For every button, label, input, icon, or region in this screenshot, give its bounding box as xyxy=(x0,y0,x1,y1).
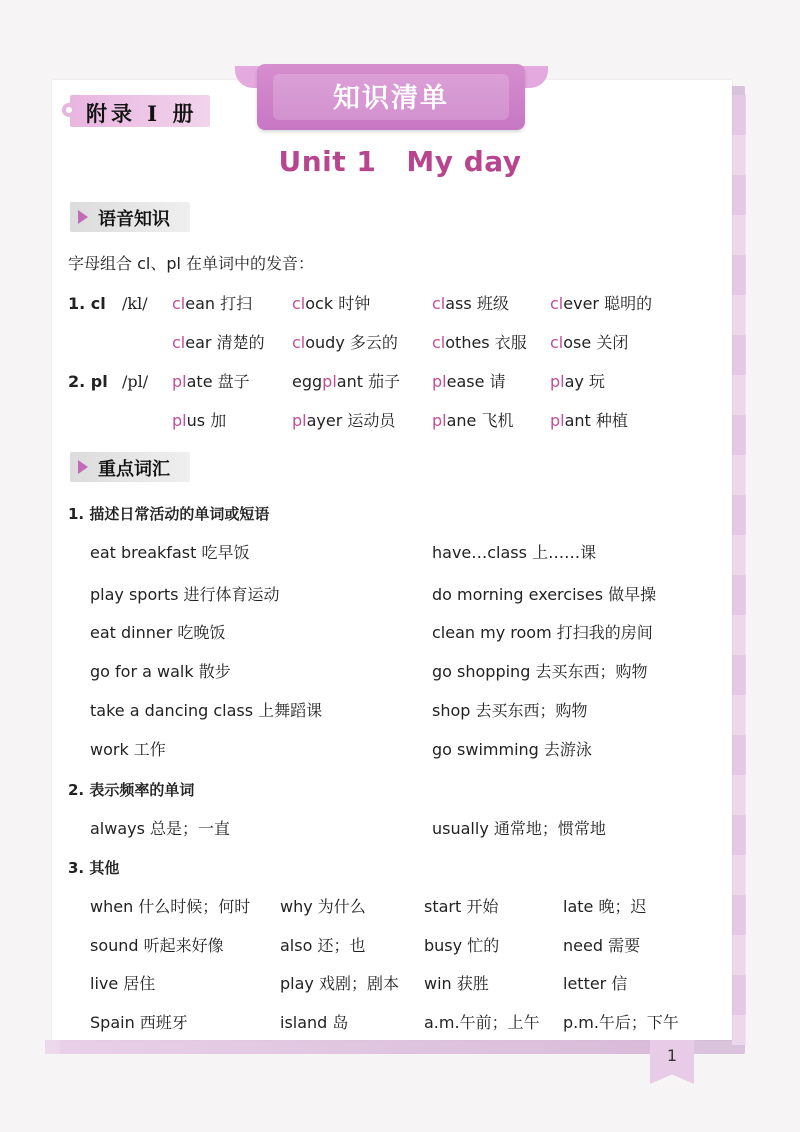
vocab-item: why 为什么 xyxy=(280,897,366,916)
vocab-item: clean my room 打扫我的房间 xyxy=(432,623,653,642)
vocab-item: need 需要 xyxy=(563,936,641,955)
phonics-word: clever 聪明的 xyxy=(550,294,653,313)
vocab-item: have…class 上……课 xyxy=(432,543,597,562)
vocab-item: go for a walk 散步 xyxy=(90,662,231,681)
vocab-item: play sports 进行体育运动 xyxy=(90,585,280,604)
play-arrow-icon xyxy=(78,210,88,224)
phonics-word: player 运动员 xyxy=(292,411,396,430)
phonics-word: plane 飞机 xyxy=(432,411,514,430)
vocab-item: go swimming 去游泳 xyxy=(432,740,592,759)
vocab-item: take a dancing class 上舞蹈课 xyxy=(90,701,323,720)
appendix-dot-icon xyxy=(62,103,76,117)
subsection-title: 2. 表示频率的单词 xyxy=(68,781,195,799)
vocab-item: work 工作 xyxy=(90,740,166,759)
vocab-item: island 岛 xyxy=(280,1013,349,1032)
unit-name: My day xyxy=(406,145,522,178)
phonics-word: clock 时钟 xyxy=(292,294,371,313)
phonics-intro: 字母组合 cl、pl 在单词中的发音： xyxy=(68,254,315,273)
vocab-item: when 什么时候；何时 xyxy=(90,897,251,916)
vocab-item: shop 去买东西；购物 xyxy=(432,701,588,720)
vocab-item: eat dinner 吃晚饭 xyxy=(90,623,226,642)
page-number: 1 xyxy=(666,1046,678,1065)
vocab-item: play 戏剧；剧本 xyxy=(280,974,399,993)
phonics-word: play 玩 xyxy=(550,372,605,391)
vocab-item: eat breakfast 吃早饭 xyxy=(90,543,250,562)
vocab-item: a.m.午前；上午 xyxy=(424,1013,540,1032)
phonics-word: clear 清楚的 xyxy=(172,333,265,352)
banner-title: 知识清单 xyxy=(333,83,449,114)
phonetic-symbol: /pl/ xyxy=(122,372,149,391)
section-title-phonics: 语音知识 xyxy=(98,209,170,230)
bottom-edge-stripe xyxy=(45,1040,675,1054)
subsection-title: 3. 其他 xyxy=(68,859,120,877)
vocab-item: busy 忙的 xyxy=(424,936,500,955)
vocab-item: start 开始 xyxy=(424,897,499,916)
phonics-word: plant 种植 xyxy=(550,411,628,430)
vocab-item: p.m.午后；下午 xyxy=(563,1013,679,1032)
vocab-item: sound 听起来好像 xyxy=(90,936,224,955)
appendix-label: 附录 I 册 xyxy=(86,101,198,126)
vocab-item: late 晚；迟 xyxy=(563,897,647,916)
group-number: 2. pl xyxy=(68,372,108,391)
vocab-item: also 还；也 xyxy=(280,936,366,955)
phonics-word: clothes 衣服 xyxy=(432,333,527,352)
vocab-item: go shopping 去买东西；购物 xyxy=(432,662,648,681)
play-arrow-icon xyxy=(78,460,88,474)
phonics-word: plate 盘子 xyxy=(172,372,250,391)
vocab-item: Spain 西班牙 xyxy=(90,1013,188,1032)
phonics-word: cloudy 多云的 xyxy=(292,333,398,352)
phonics-word: please 请 xyxy=(432,372,506,391)
vocab-item: letter 信 xyxy=(563,974,628,993)
unit-label: Unit 1 xyxy=(278,145,377,178)
phonics-word: clean 打扫 xyxy=(172,294,253,313)
group-number: 1. cl xyxy=(68,294,106,313)
phonics-word: class 班级 xyxy=(432,294,509,313)
vocab-item: do morning exercises 做早操 xyxy=(432,585,657,604)
phonics-word: plus 加 xyxy=(172,411,227,430)
vocab-item: usually 通常地；惯常地 xyxy=(432,819,606,838)
vocab-item: win 获胜 xyxy=(424,974,489,993)
phonics-word: close 关闭 xyxy=(550,333,629,352)
unit-title xyxy=(0,145,800,178)
phonetic-symbol: /kl/ xyxy=(122,294,148,313)
phonics-word: eggplant 茄子 xyxy=(292,372,401,391)
page-edge-stripes xyxy=(732,95,746,1045)
subsection-title: 1. 描述日常活动的单词或短语 xyxy=(68,505,270,523)
vocab-item: live 居住 xyxy=(90,974,156,993)
section-title-vocab: 重点词汇 xyxy=(98,459,170,480)
vocab-item: always 总是；一直 xyxy=(90,819,231,838)
